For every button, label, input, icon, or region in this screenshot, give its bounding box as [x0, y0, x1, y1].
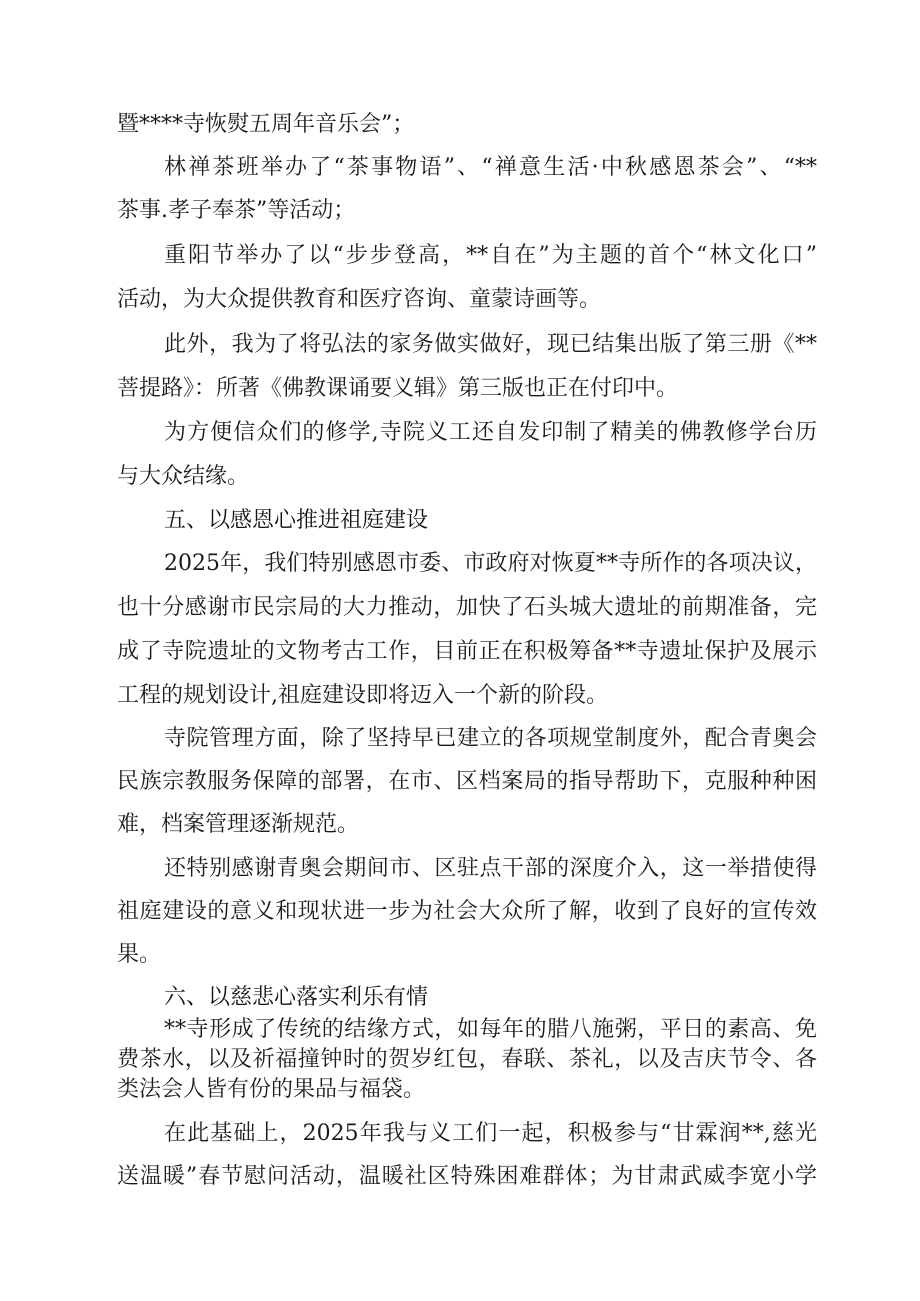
- text-line: 菩提路》：所著《佛教课诵要义辑》第三版也正在付印中。: [117, 376, 679, 401]
- text-line: **寺形成了传统的结缘方式，如每年的腊八施粥，平日的素高、免: [164, 1017, 817, 1042]
- text-line: 在此基础上，2025年我与义工们一起，积极参与“甘霖润**,慈光: [164, 1121, 817, 1146]
- text-line: 2025年，我们特别感恩市委、市政府对恢夏**寺所作的各项决议，: [164, 551, 817, 576]
- text-line: 与大众结缘。: [117, 464, 250, 489]
- text-line: 难，档案管理逐渐规范。: [117, 812, 360, 837]
- text-line: 费茶水，以及祈福撞钟时的贺岁红包，春联、茶礼，以及吉庆节令、各: [117, 1047, 817, 1072]
- text-line: 活动，为大众提供教育和医疗咨询、童蒙诗画等。: [117, 287, 602, 312]
- text-line: 成了寺院遗址的文物考古工作，目前正在积极筹备**寺遗址保护及展示: [117, 639, 817, 664]
- text-line: 重阳节举办了以“步步登高，**自在”为主题的首个“林文化口”: [164, 243, 817, 268]
- text-line: 还特别感谢青奥会期间市、区驻点干部的深度介入，这一举措使得: [164, 856, 817, 881]
- text-line: 暨****寺恢熨五周年音乐会”；: [117, 112, 415, 137]
- text-line: 祖庭建设的意义和现状进一步为社会大众所了解，收到了良好的宣传效: [117, 899, 817, 924]
- section-heading-5: 五、以感恩心推进祖庭建设: [164, 508, 429, 533]
- text-line: 民族宗教服务保障的部署，在市、区档案局的指导帮助下，克服种种困: [117, 769, 817, 794]
- text-line: 此外，我为了将弘法的家务做实做好，现已结集出版了第三册《**: [164, 332, 817, 357]
- text-line: 为方便信众们的修学,寺院义工还自发印制了精美的佛教修学台历: [164, 420, 817, 445]
- text-line: 类法会人皆有份的果品与福袋。: [117, 1077, 426, 1102]
- text-line: 茶事.孝子奉茶”等活动；: [117, 198, 356, 223]
- text-line: 送温暖”春节慰问活动，温暖社区特殊困难群体；为甘肃武威李宽小学: [117, 1164, 817, 1189]
- text-line: 寺院管理方面，除了坚持早已建立的各项规堂制度外，配合青奥会: [164, 726, 817, 751]
- text-line: 工程的规划设计,祖庭建设即将迈入一个新的阶段。: [117, 683, 608, 708]
- text-line: 林禅茶班举办了“茶事物语”、“禅意生活·中秋感恩茶会”、“**: [164, 155, 817, 180]
- text-line: 果。: [117, 942, 162, 967]
- text-line: 也十分感谢市民宗局的大力推动，加快了石头城大遗址的前期准备，完: [117, 595, 817, 620]
- section-heading-6: 六、以慈悲心落实利乐有情: [164, 985, 429, 1010]
